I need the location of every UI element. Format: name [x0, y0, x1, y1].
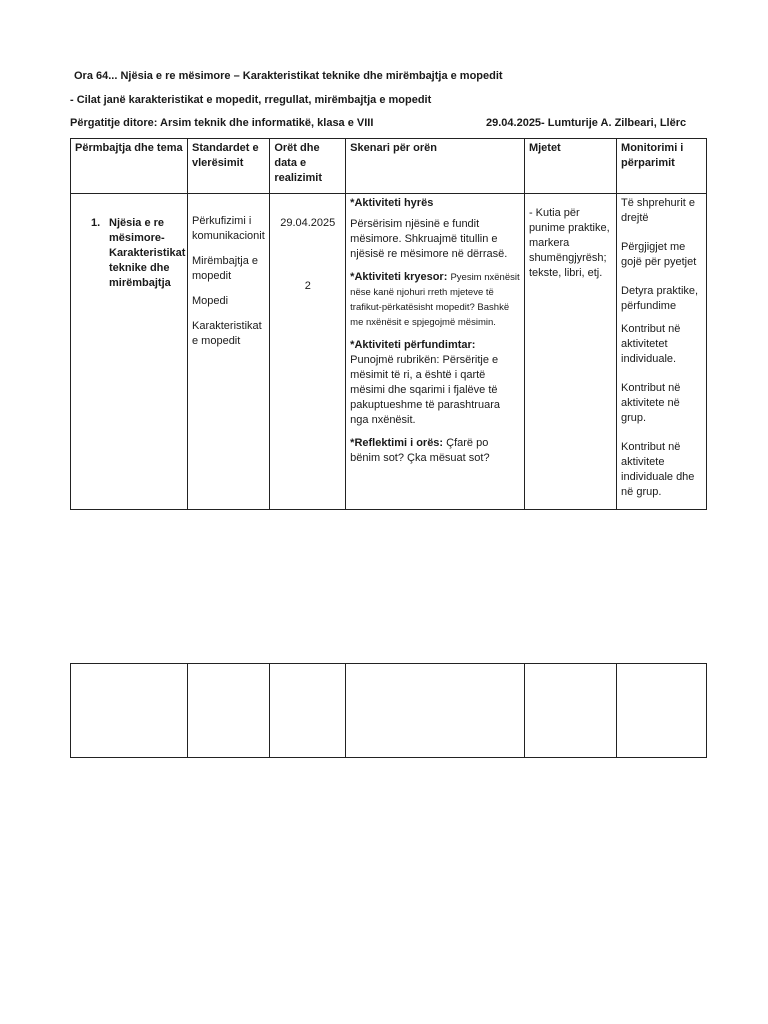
reflection-label: *Reflektimi i orës: — [350, 437, 444, 449]
empty-cell — [270, 664, 346, 758]
empty-row — [71, 664, 707, 758]
final-activity-label: *Aktiviteti përfundimtar: — [350, 339, 476, 351]
preparation-info: Përgatitje ditore: Arsim teknik dhe informatikë, klasa e VIII — [70, 117, 374, 129]
final-activity-text: Punojmë rubrikën: Përsëritje e mësimit të ri, a është i qartë mësimi dhe sqarimi i fjalëve të pakuptueshme të parashtruara nga nxënësit. — [350, 354, 500, 426]
monitoring-cell — [617, 194, 707, 510]
monitoring-item: Të shprehurit e drejtë — [621, 197, 696, 224]
header-tools: Mjetet — [524, 139, 616, 194]
standard-item: Mirëmbajtja e mopedit — [192, 255, 259, 282]
standard-item: Karakteristikat e mopedit — [192, 320, 262, 347]
lesson-subtitle: - Cilat janë karakteristikat e mopedit, rregullat, mirëmbajtja e mopedit — [70, 94, 432, 106]
empty-cell — [524, 664, 616, 758]
header-monitoring: Monitorimi i përparimit — [617, 139, 707, 194]
monitoring-item: Kontribut në aktivitete individuale dhe në grup. — [621, 441, 695, 498]
intro-activity-label: *Aktiviteti hyrës — [350, 197, 434, 209]
header-hours-date: Orët dhe data e realizimit — [270, 139, 346, 194]
standard-item: Përkufizimi i komunikacionit — [192, 215, 265, 242]
main-activity-label: *Aktiviteti kryesor: — [350, 271, 448, 283]
topic-number: 1. — [91, 217, 101, 229]
tools-text: - Kutia për punime praktike, markera shumëngjyrësh; tekste, libri, etj. — [528, 207, 610, 279]
table-row — [71, 194, 707, 510]
standard-item: Mopedi — [192, 295, 229, 307]
topic-text: Njësia e re mësimore-Karakteristikat teknike dhe mirëmbajtja — [109, 217, 186, 289]
hours-date-cell — [270, 194, 346, 510]
date-author: 29.04.2025- Lumturije A. Zilbeari, Llërc — [486, 117, 687, 129]
standards-cell — [188, 194, 270, 510]
realization-date: 29.04.2025 — [280, 217, 336, 229]
table-header-row — [71, 139, 707, 194]
scenario-cell — [346, 194, 525, 510]
empty-cell — [346, 664, 525, 758]
header-standards: Standardet e vlerësimit — [188, 139, 270, 194]
empty-cell — [617, 664, 707, 758]
monitoring-item: Kontribut në aktivitetet individuale. — [621, 323, 681, 365]
header-content: Përmbajtja dhe tema — [71, 139, 188, 194]
header-scenario: Skenari për orën — [346, 139, 525, 194]
monitoring-item: Detyra praktike, përfundime — [621, 285, 699, 312]
empty-cell — [71, 664, 188, 758]
content-cell — [71, 194, 188, 510]
reflection-text: Çfarë po bënim sot? Çka mësuat sot? — [350, 437, 490, 464]
lesson-title: Ora 64... Njësia e re mësimore – Karakteristikat teknike dhe mirëmbajtja e mopedit — [74, 70, 503, 82]
monitoring-item: Përgjigjet me gojë për pyetjet — [621, 241, 697, 268]
lesson-plan-table — [70, 138, 707, 510]
tools-cell — [524, 194, 616, 510]
hours-count: 2 — [304, 280, 311, 292]
monitoring-item: Kontribut në aktivitete në grup. — [621, 382, 681, 424]
empty-cell — [188, 664, 270, 758]
intro-activity-text: Përsërisim njësinë e fundit mësimore. Shkruajmë titullin e njësisë re mësimore në dërrasë. — [350, 218, 508, 260]
main-activity-text: Pyesim nxënësit nëse kanë njohuri rreth mjeteve të trafikut-përkatësisht mopedit? Bashkë me nxënësit e spjegojmë mësimin. — [350, 272, 520, 328]
empty-table — [70, 663, 707, 758]
